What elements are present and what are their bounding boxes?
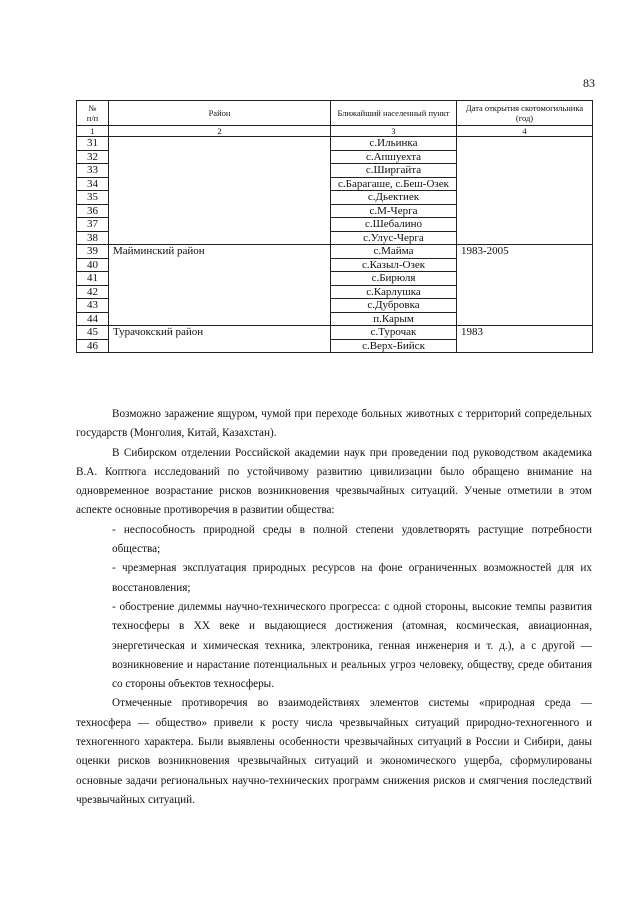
village-cell: с.Верх-Бийск bbox=[331, 339, 457, 353]
data-table bbox=[76, 100, 593, 353]
village-cell: с.Бирюля bbox=[331, 272, 457, 286]
row-number: 37 bbox=[77, 218, 109, 232]
village-cell: с.Дубровка bbox=[331, 299, 457, 313]
paragraph: Отмеченные противоречия во взаимодействиях элементов системы «природная среда — техносфера — общество» привели к росту числа чрезвычайных ситуаций природно-техногенного и техногенного характера. Были выявлены особенности чрезвычайных ситуаций в России и Сибири, даны оценки рисков возникновения чрезвычайных ситуаций и экономического ущерба, сформулированы основные задачи региональных научно-технических программ снижения рисков и смягчения последствий чрезвычайных ситуаций. bbox=[76, 697, 592, 806]
district-cell: Майминский район bbox=[109, 245, 331, 326]
district-cell: Турачокский район bbox=[109, 326, 331, 353]
village-cell: с.Шебалино bbox=[331, 218, 457, 232]
header-district: Район bbox=[109, 101, 331, 126]
row-number: 39 bbox=[77, 245, 109, 259]
row-number: 41 bbox=[77, 272, 109, 286]
table-row bbox=[77, 326, 593, 340]
list-item: - чрезмерная эксплуатация природных ресурсов на фоне ограниченных возможностей для их восстановления; bbox=[112, 562, 592, 594]
row-number: 40 bbox=[77, 258, 109, 272]
village-cell: с.Апшуехта bbox=[331, 150, 457, 164]
header-number: № п/п bbox=[77, 101, 109, 126]
header-village: Ближайший населенный пункт bbox=[331, 101, 457, 126]
village-cell: с.М-Черга bbox=[331, 204, 457, 218]
row-number: 36 bbox=[77, 204, 109, 218]
index-cell: 3 bbox=[331, 126, 457, 137]
body-text bbox=[76, 405, 592, 810]
row-number: 46 bbox=[77, 339, 109, 353]
village-cell: с.Улус-Черга bbox=[331, 231, 457, 245]
row-number: 38 bbox=[77, 231, 109, 245]
district-cell bbox=[109, 137, 331, 245]
header-date: Дата открытия скотомогильника (год) bbox=[457, 101, 593, 126]
index-cell: 4 bbox=[457, 126, 593, 137]
village-cell: с.Ильинка bbox=[331, 137, 457, 151]
index-cell: 1 bbox=[77, 126, 109, 137]
row-number: 31 bbox=[77, 137, 109, 151]
village-cell: с.Казыл-Озек bbox=[331, 258, 457, 272]
paragraph: В Сибирском отделении Российской академии наук при проведении под руководством академика В.А. Коптюга исследований по устойчивому развитию цивилизации было обращено внимание на одновременное возрастание рисков возникновения чрезвычайных ситуаций. Ученые отметили в этом аспекте основные противоречия в развитии общества: bbox=[76, 446, 592, 517]
index-cell: 2 bbox=[109, 126, 331, 137]
row-number: 33 bbox=[77, 164, 109, 178]
row-number: 42 bbox=[77, 285, 109, 299]
village-cell: с.Карлушка bbox=[331, 285, 457, 299]
date-cell bbox=[457, 137, 593, 245]
date-cell: 1983 bbox=[457, 326, 593, 353]
village-cell: с.Майма bbox=[331, 245, 457, 259]
row-number: 35 bbox=[77, 191, 109, 205]
row-number: 32 bbox=[77, 150, 109, 164]
row-number: 44 bbox=[77, 312, 109, 326]
table-header-row bbox=[77, 101, 593, 126]
table-index-row bbox=[77, 126, 593, 137]
village-cell: с.Дьектиек bbox=[331, 191, 457, 205]
list-item: - обострение дилеммы научно-технического прогресса: с одной стороны, высокие темпы развития техносферы в XX веке и выдающиеся достижения (атомная, космическая, авиационная, энергетическая и химическая техника, электроника, генная инженерия и т. д.), а с другой — возникновение и нарастание потенциальных и реальных угроз человеку, обществу, среде обитания со стороны объектов техносферы. bbox=[112, 600, 592, 691]
table-row bbox=[77, 137, 593, 151]
row-number: 43 bbox=[77, 299, 109, 313]
row-number: 34 bbox=[77, 177, 109, 191]
village-cell: п.Карым bbox=[331, 312, 457, 326]
list-item: - неспособность природной среды в полной степени удовлетворять растущие потребности общества; bbox=[112, 523, 592, 556]
table-row bbox=[77, 245, 593, 259]
village-cell: с.Барагаше, с.Беш-Озек bbox=[331, 177, 457, 191]
village-cell: с.Турочак bbox=[331, 326, 457, 340]
village-cell: с.Ширгайта bbox=[331, 164, 457, 178]
row-number: 45 bbox=[77, 326, 109, 340]
paragraph: Возможно заражение ящуром, чумой при переходе больных животных с территорий сопредельных государств (Монголия, Китай, Казахстан). bbox=[76, 408, 592, 440]
date-cell: 1983-2005 bbox=[457, 245, 593, 326]
page-number: 83 bbox=[583, 76, 595, 90]
